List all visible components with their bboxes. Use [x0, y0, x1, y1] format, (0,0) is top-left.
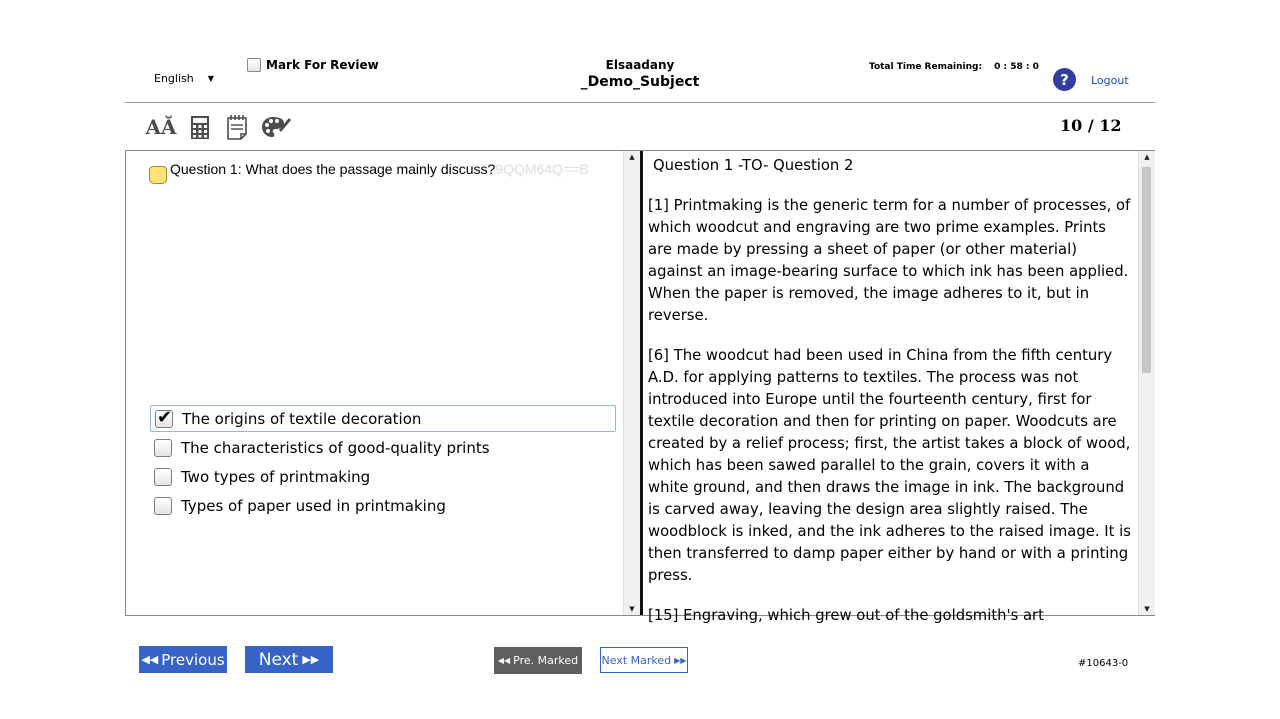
double-chevron-right-icon: ▶▶ [302, 653, 320, 666]
option-4-label: Types of paper used in printmaking [181, 496, 446, 515]
passage-paragraph-2: [6] The woodcut had been used in China from the fifth century A.D. for applying patterns to textiles. The process was not introduced into Europe until the fourteenth century, first for textile decoration and then for printing on paper. Woodcuts are created by a relief process; first, the artist takes a block of wood, which has been sawed parallel to the grain, covers it with a white ground, and then draws the image in ink. The background is carved away, leaving the design area slightly raised. The woodblock is inked, and the ink adheres to the raised image. It is then transferred to damp paper either by hand or with a printing press. [648, 347, 1131, 584]
scroll-up-icon[interactable]: ▲ [1144, 153, 1150, 161]
content-panels [125, 150, 1155, 624]
option-3-checkbox[interactable] [154, 468, 172, 486]
next-label: Next [258, 649, 299, 670]
help-icon[interactable]: ? [1053, 68, 1076, 91]
next-marked-label: Next Marked [601, 653, 672, 667]
timer-value: 0 : 58 : 0 [994, 62, 1039, 72]
palette-icon[interactable] [261, 114, 291, 140]
language-value: English [154, 72, 194, 85]
language-select[interactable] [154, 72, 214, 85]
option-2-checkbox[interactable] [154, 439, 172, 457]
timer-label: Total Time Remaining: [869, 62, 983, 72]
scroll-thumb[interactable] [1142, 167, 1151, 373]
exam-title [540, 58, 740, 90]
double-chevron-left-icon: ◀◀ [141, 653, 159, 666]
option-1-checkbox[interactable] [155, 410, 173, 428]
passage-pane [643, 151, 1138, 624]
logout-link[interactable]: Logout [1091, 74, 1129, 87]
header-divider [125, 102, 1155, 103]
scroll-down-icon[interactable]: ▼ [1144, 605, 1150, 613]
next-button[interactable] [245, 646, 333, 673]
exam-title-line1: Elsaadany [605, 58, 675, 72]
question-text: Question 1: What does the passage mainly discuss? [170, 161, 496, 177]
passage [648, 155, 1134, 645]
previous-label: Previous [161, 650, 225, 669]
option-3[interactable] [150, 463, 616, 490]
font-size-label: AĂ [145, 115, 177, 139]
pre-marked-label: Pre. Marked [513, 654, 579, 667]
mark-for-review-checkbox[interactable] [247, 58, 261, 72]
option-1[interactable] [150, 405, 616, 432]
exam-title-line2: _Demo_Subject [580, 74, 700, 90]
scroll-up-icon[interactable]: ▲ [629, 153, 635, 161]
option-4[interactable] [150, 492, 616, 519]
previous-button[interactable] [139, 646, 227, 673]
calculator-icon[interactable] [189, 114, 210, 140]
option-2[interactable] [150, 434, 616, 461]
font-size-icon[interactable] [146, 114, 176, 140]
mark-for-review-label: Mark For Review [266, 58, 379, 72]
next-marked-button[interactable] [600, 647, 688, 673]
option-1-label: The origins of textile decoration [182, 409, 422, 428]
question-counter: 10 / 12 [1060, 116, 1122, 135]
passage-paragraph-1: [1] Printmaking is the generic term for a number of processes, of which woodcut and engraving are two prime examples. Prints are made by pressing a sheet of paper (or other material) against an image-bearing surface to which ink has been applied. When the paper is removed, the image adheres to it, but in reverse. [648, 197, 1131, 324]
question-watermark: 9QQM64Q==B [495, 161, 589, 177]
option-4-checkbox[interactable] [154, 497, 172, 515]
question-id: #10643-0 [1078, 658, 1129, 669]
double-chevron-right-icon: ▶▶ [674, 655, 687, 665]
passage-paragraph-3: [15] Engraving, which grew out of the goldsmith's art [648, 607, 1044, 624]
answer-options [150, 405, 616, 521]
question-row [149, 161, 589, 184]
question-pane [126, 151, 623, 615]
option-2-label: The characteristics of good-quality prints [181, 438, 490, 457]
chevron-down-icon: ▼ [207, 74, 214, 83]
timer [869, 62, 1039, 72]
mark-for-review[interactable] [247, 58, 379, 72]
passage-scrollbar[interactable] [1138, 151, 1155, 615]
note-icon[interactable] [149, 166, 167, 184]
double-chevron-left-icon: ◀◀ [497, 656, 511, 665]
passage-heading: Question 1 -TO- Question 2 [653, 157, 854, 174]
scroll-down-icon[interactable]: ▼ [629, 605, 635, 613]
notepad-icon[interactable] [225, 114, 249, 140]
option-3-label: Two types of printmaking [181, 467, 371, 486]
pre-marked-button[interactable] [494, 647, 582, 674]
question-scrollbar[interactable] [623, 151, 640, 615]
